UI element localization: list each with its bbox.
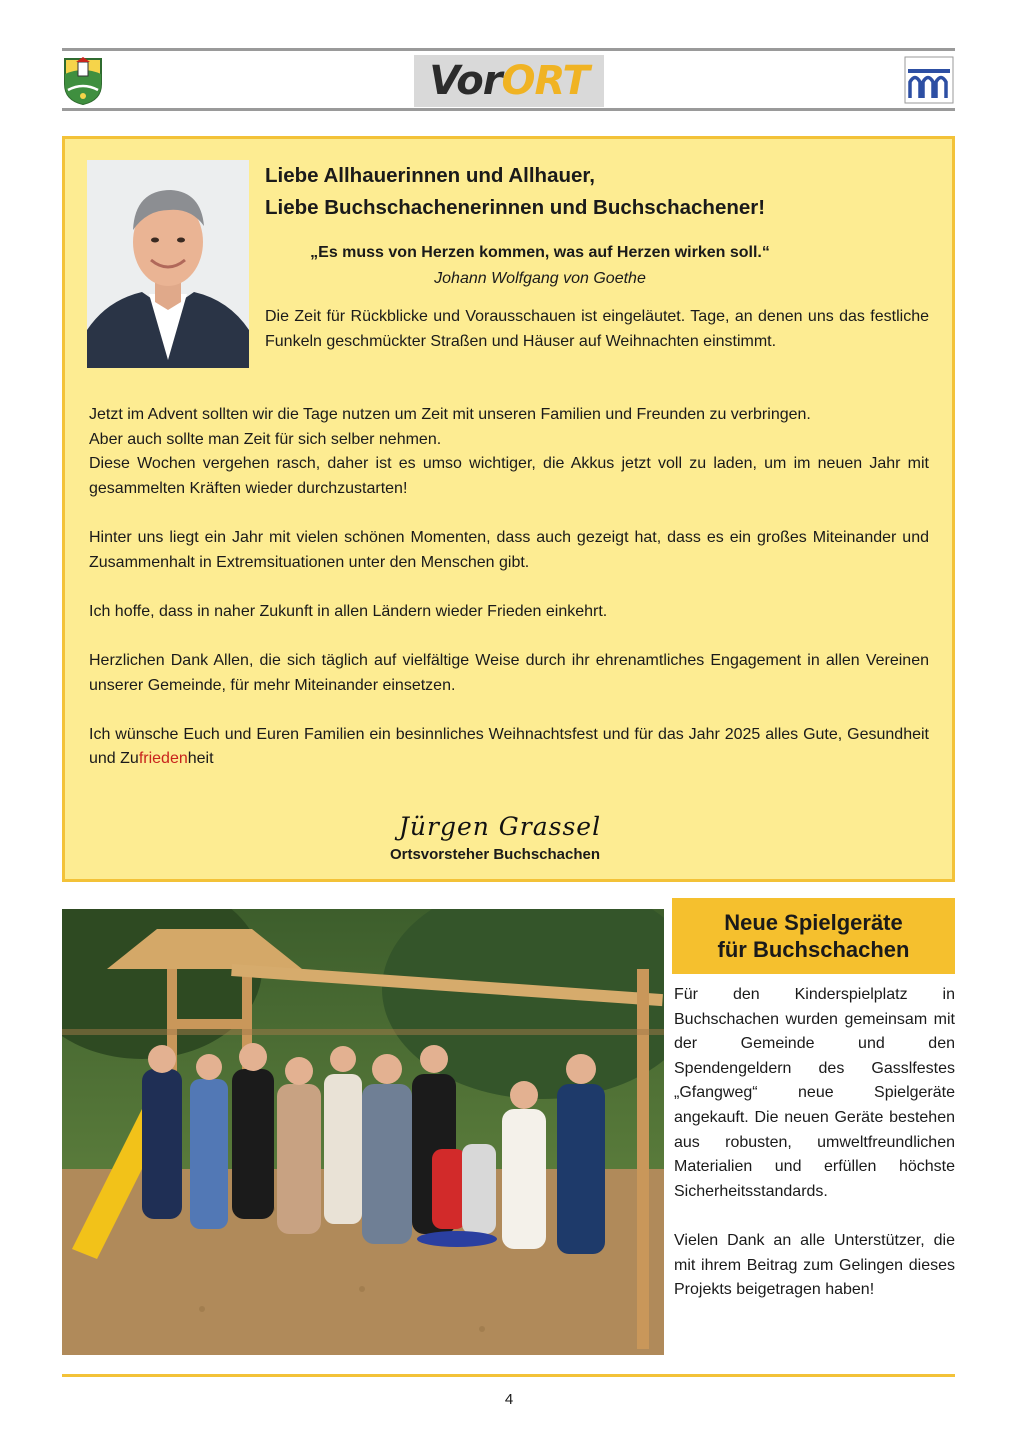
bridge-logo-icon xyxy=(904,56,954,104)
news-title-line-1: Neue Spielgeräte xyxy=(724,910,903,935)
letter-paragraph-1a: Jetzt im Advent sollten wir die Tage nutzen um Zeit mit unseren Familien und Freunden zu verbringen. xyxy=(89,406,811,423)
news-title-line-2: für Buchschachen xyxy=(717,937,910,962)
news-paragraph-1: Für den Kinderspielplatz in Buchschachen wurden gemeinsam mit der Gemeinde und den Spendengeldern des Gasslfestes „Gfangweg“ neue Spielgeräte angekauft. Die neuen Geräte bestehen aus robusten, umweltfreundlichen Materialien und erfüllen höchste Sicherheitsstandards. xyxy=(674,986,955,1200)
playground-group-photo xyxy=(62,909,664,1355)
wish-text-end: heit xyxy=(187,750,214,768)
greeting-heading xyxy=(265,160,925,224)
page-number: 4 xyxy=(504,1391,514,1408)
goethe-quote xyxy=(265,240,815,292)
letter-paragraph-3: Ich hoffe, dass in naher Zukunft in allen Ländern wieder Frieden einkehrt. xyxy=(89,602,608,620)
news-heading xyxy=(672,898,955,974)
letter-paragraph-4: Herzlichen Dank Allen, die sich täglich auf vielfältige Weise durch ihr ehrenamtliches Engagement in allen Vereinen unserer Gemeinde, für mehr Miteinander einsetzen. xyxy=(89,651,929,694)
portrait-photo xyxy=(87,160,249,368)
letter-paragraph-1b: Aber auch sollte man Zeit für sich selber nehmen. xyxy=(89,430,442,448)
logo-text-vor: Vor xyxy=(429,58,502,104)
footer-rule xyxy=(62,1374,955,1377)
quote-author: Johann Wolfgang von Goethe xyxy=(434,270,646,287)
letter-paragraph-1c: Diese Wochen vergehen rasch, daher ist es umso wichtiger, die Akkus jetzt voll zu laden, um im neuen Jahr mit gesammelten Kräften wieder durchzustarten! xyxy=(89,455,929,497)
letter-paragraph-5 xyxy=(89,723,929,772)
wish-text: Ich wünsche Euch und Euren Familien ein besinnliches Weihnachtsfest und für das Jahr 2025 alles Gute, Gesundheit und Zu xyxy=(89,725,929,768)
quote-text: „Es muss von Herzen kommen, was auf Herzen wirken soll.“ xyxy=(310,244,770,261)
signature-role: Ortsvorsteher Buchschachen xyxy=(389,846,601,863)
wish-highlight: frieden xyxy=(138,750,188,768)
news-paragraph-2: Vielen Dank an alle Unterstützer, die mit ihrem Beitrag zum Gelingen dieses Projekts beigetragen haben! xyxy=(674,1231,955,1299)
vorort-logo xyxy=(414,55,604,107)
letter-intro: Die Zeit für Rückblicke und Vorausschauen ist eingeläutet. Tage, an denen uns das festliche Funkeln geschmückter Straßen und Häuser auf Weihnachten einstimmt. xyxy=(265,308,929,350)
signature: Jürgen Grassel xyxy=(398,812,602,841)
letter-paragraph-2: Hinter uns liegt ein Jahr mit vielen schönen Momenten, dass auch gezeigt hat, dass es ein großes Miteinander und Zusammenhalt in Extremsituationen unter den Menschen gibt. xyxy=(89,528,929,571)
header-top-rule xyxy=(62,48,955,51)
news-body xyxy=(674,983,955,1327)
greeting-line-2: Liebe Buchschachenerinnen und Buchschachener! xyxy=(265,196,766,219)
greeting-line-1: Liebe Allhauerinnen und Allhauer, xyxy=(265,164,595,187)
municipality-crest-icon xyxy=(62,56,104,106)
header-bottom-rule xyxy=(62,108,955,111)
logo-text-ort: ORT xyxy=(501,58,589,104)
letter-body xyxy=(89,403,929,797)
